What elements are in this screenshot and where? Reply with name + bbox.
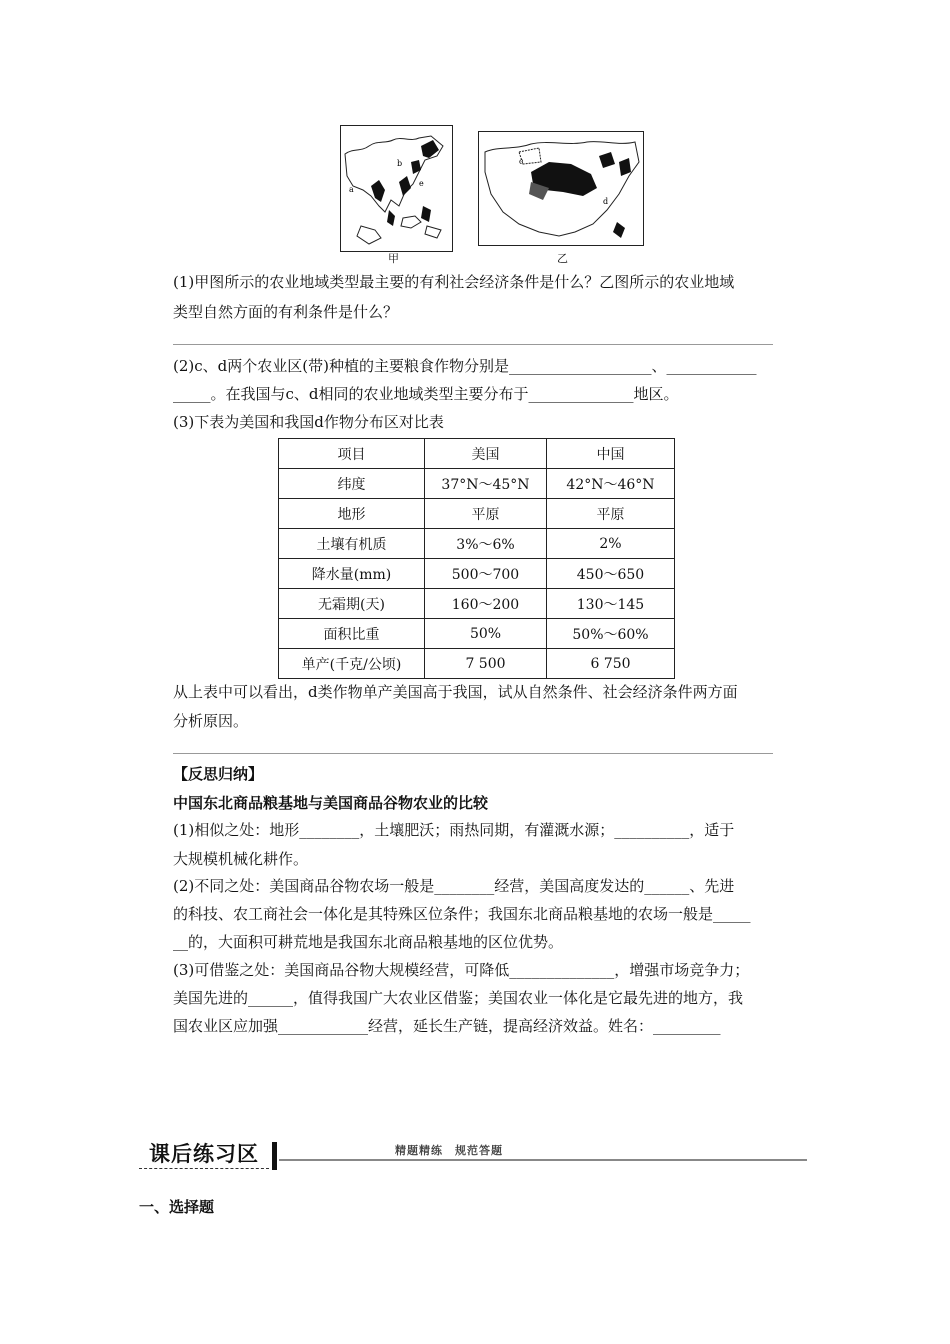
table-cell: 50%～60% xyxy=(547,619,675,649)
table-row xyxy=(279,499,675,529)
table-cell: 降水量(mm) xyxy=(279,559,425,589)
question-1-line-1: (1)甲图所示的农业地域类型最主要的有利社会经济条件是什么？乙图所示的农业地域 xyxy=(173,273,735,291)
table-cell: 纬度 xyxy=(279,469,425,499)
table-cell: 平原 xyxy=(425,499,547,529)
table-row xyxy=(279,469,675,499)
asia-label-e: e xyxy=(419,179,424,188)
question-1-line-2: 类型自然方面的有利条件是什么？ xyxy=(173,303,399,321)
table-cell: 土壤有机质 xyxy=(279,529,425,559)
na-label-d: d xyxy=(603,197,609,206)
table-cell: 130～145 xyxy=(547,589,675,619)
north-america-map-drawing xyxy=(479,132,643,245)
table-header-china: 中国 xyxy=(547,439,675,469)
table-cell: 37°N～45°N xyxy=(425,469,547,499)
table-row xyxy=(279,649,675,679)
table-cell: 2% xyxy=(547,529,675,559)
table-row xyxy=(279,589,675,619)
comparison-table xyxy=(278,438,675,679)
banner-slogan: 精题精练 规范答题 xyxy=(395,1144,503,1157)
table-header-row xyxy=(279,439,675,469)
question-3-after-line-2: 分析原因。 xyxy=(173,712,249,730)
table-cell: 单产(千克/公顷) xyxy=(279,649,425,679)
table-row xyxy=(279,529,675,559)
banner-title: 课后练习区 xyxy=(149,1141,259,1166)
table-cell: 500～700 xyxy=(425,559,547,589)
table-header-usa: 美国 xyxy=(425,439,547,469)
map-north-america-caption: 乙 xyxy=(557,252,568,265)
reflection-line: (1)相似之处：地形________，土壤肥沃；雨热同期，有灌溉水源；__________，适于 xyxy=(173,821,735,839)
answer-rule-2 xyxy=(173,753,773,754)
banner-dashed-underline xyxy=(139,1168,269,1169)
answer-rule-1 xyxy=(173,344,773,345)
reflection-line: (3)可借鉴之处：美国商品谷物大规模经营，可降低______________，增强市场竞争力； xyxy=(173,961,750,979)
asia-label-a: a xyxy=(349,185,354,194)
section-banner xyxy=(139,1138,807,1172)
asia-label-b: b xyxy=(397,159,403,168)
map-asia xyxy=(340,125,453,252)
table-cell: 平原 xyxy=(547,499,675,529)
table-header-item: 项目 xyxy=(279,439,425,469)
table-cell: 6 750 xyxy=(547,649,675,679)
question-2-line-1: (2)c、d两个农业区(带)种植的主要粮食作物分别是___________________、____________ xyxy=(173,357,757,375)
table-row xyxy=(279,559,675,589)
question-3-intro: (3)下表为美国和我国d作物分布区对比表 xyxy=(173,413,444,431)
reflection-subtitle: 中国东北商品粮基地与美国商品谷物农业的比较 xyxy=(173,794,489,812)
map-asia-caption: 甲 xyxy=(388,252,399,265)
question-2-line-2: _____。在我国与c、d相同的农业地域类型主要分布于______________地区。 xyxy=(173,385,679,403)
reflection-line: __的，大面积可耕荒地是我国东北商品粮基地的区位优势。 xyxy=(173,933,564,951)
reflection-title: 【反思归纳】 xyxy=(173,765,264,783)
reflection-line: 国农业区应加强____________经营，延长生产链，提高经济效益。姓名：_________ xyxy=(173,1017,721,1035)
table-cell: 450～650 xyxy=(547,559,675,589)
reflection-line: 的科技、农工商社会一体化是其特殊区位条件；我国东北商品粮基地的农场一般是_____ xyxy=(173,905,751,923)
table-cell: 面积比重 xyxy=(279,619,425,649)
section-heading: 一、选择题 xyxy=(139,1198,215,1216)
table-cell: 无霜期(天) xyxy=(279,589,425,619)
asia-map-drawing xyxy=(341,126,452,251)
reflection-line: 美国先进的______，值得我国广大农业区借鉴；美国农业一体化是它最先进的地方，我 xyxy=(173,989,744,1007)
reflection-line: 大规模机械化耕作。 xyxy=(173,850,309,868)
table-cell: 3%～6% xyxy=(425,529,547,559)
table-cell: 7 500 xyxy=(425,649,547,679)
reflection-line: (2)不同之处：美国商品谷物农场一般是________经营，美国高度发达的______、先进 xyxy=(173,877,735,895)
table-row xyxy=(279,619,675,649)
map-north-america xyxy=(478,131,644,246)
table-cell: 地形 xyxy=(279,499,425,529)
table-cell: 160～200 xyxy=(425,589,547,619)
banner-separator-bar xyxy=(272,1142,277,1170)
table-cell: 42°N～46°N xyxy=(547,469,675,499)
question-3-after-line-1: 从上表中可以看出，d类作物单产美国高于我国，试从自然条件、社会经济条件两方面 xyxy=(173,683,738,701)
table-cell: 50% xyxy=(425,619,547,649)
na-label-c: c xyxy=(519,157,524,166)
banner-rule xyxy=(279,1159,807,1161)
